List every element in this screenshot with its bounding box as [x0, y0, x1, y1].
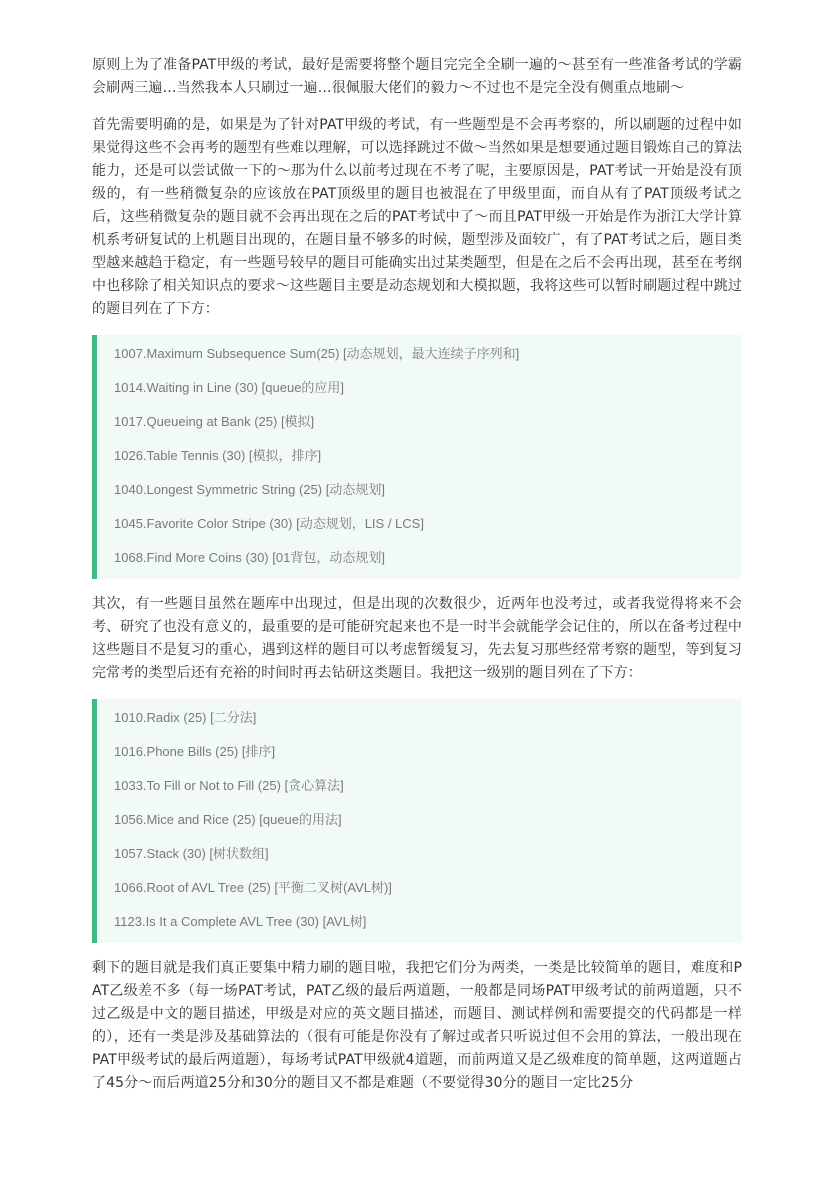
list-item: 1057.Stack (30) [树状数组]	[114, 846, 269, 861]
list-item: 1033.To Fill or Not to Fill (25) [贪心算法]	[114, 778, 344, 793]
list-item: 1017.Queueing at Bank (25) [模拟]	[114, 414, 315, 429]
list-item: 1068.Find More Coins (30) [01背包，动态规划]	[114, 550, 385, 565]
intro-paragraph: 原则上为了准备PAT甲级的考试，最好是需要将整个题目完完全全刷一遍的～甚至有一些准备考试的学霸会刷两三遍…当然我本人只刷过一遍…很佩服大佬们的毅力～不过也不是完全没有侧重点地刷～	[92, 57, 742, 96]
list-item: 1045.Favorite Color Stripe (30) [动态规划，LIS / LCS]	[114, 516, 424, 531]
focus-paragraph: 剩下的题目就是我们真正要集中精力刷的题目啦，我把它们分为两类，一类是比较简单的题目，难度和PAT乙级差不多（每一场PAT考试，PAT乙级的最后两道题，一般都是同场PAT甲级考试的前两道题，只不过乙级是中文的题目描述，甲级是对应的英文题目描述，而题目、测试样例和需要提交的代码都是一样的），还有一类是涉及基础算法的（很有可能是你没有了解过或者只听说过但不会用的算法，一般出现在PAT甲级考试的最后两道题），每场考试PAT甲级就4道题，而前两道又是乙级难度的简单题，这两道题占了45分～而后两道25分和30分的题目又不都是难题（不要觉得30分的题目一定比25分	[92, 960, 742, 1091]
list-item: 1014.Waiting in Line (30) [queue的应用]	[114, 380, 345, 395]
list-item: 1123.Is It a Complete AVL Tree (30) [AVL树]	[114, 914, 367, 929]
skip-explanation-paragraph: 首先需要明确的是，如果是为了针对PAT甲级的考试，有一些题型是不会再考察的，所以刷题的过程中如果觉得这些不会再考的题型有些难以理解，可以选择跳过不做～当然如果是想要通过题目锻炼自己的算法能力，还是可以尝试做一下的～那为什么以前考过现在不考了呢，主要原因是，PAT考试一开始是没有顶级的，有一些稍微复杂的应该放在PAT顶级里的题目也被混在了甲级里面，而自从有了PAT顶级考试之后，这些稍微复杂的题目就不会再出现在之后的PAT考试中了～而且PAT甲级一开始是作为浙江大学计算机系考研复试的上机题目出现的，在题目量不够多的时候，题型涉及面较广，有了PAT考试之后，题目类型越来越趋于稳定，有一些题号较早的题目可能确实出过某类题型，但是在之后不会再出现，甚至在考纲中也移除了相关知识点的要求～这些题目主要是动态规划和大模拟题，我将这些可以暂时刷题过程中跳过的题目列在了下方：	[92, 117, 742, 317]
defer-problem-list	[92, 699, 742, 943]
list-item: 1010.Radix (25) [二分法]	[114, 710, 257, 725]
defer-explanation-paragraph: 其次，有一些题目虽然在题库中出现过，但是出现的次数很少，近两年也没考过，或者我觉得将来不会考、研究了也没有意义的，最重要的是可能研究起来也不是一时半会就能学会记住的，所以在备考过程中这些题目不是复习的重心，遇到这样的题目可以考虑暂缓复习，先去复习那些经常考察的题型，等到复习完常考的类型后还有充裕的时间时再去钻研这类题目。我把这一级别的题目列在了下方：	[92, 596, 742, 681]
list-item: 1040.Longest Symmetric String (25) [动态规划]	[114, 482, 385, 497]
list-item: 1007.Maximum Subsequence Sum(25) [动态规划，最大连续子序列和]	[114, 346, 520, 361]
list-item: 1016.Phone Bills (25) [排序]	[114, 744, 276, 759]
skip-problem-list	[92, 335, 742, 579]
list-item: 1026.Table Tennis (30) [模拟，排序]	[114, 448, 322, 463]
list-item: 1056.Mice and Rice (25) [queue的用法]	[114, 812, 342, 827]
list-item: 1066.Root of AVL Tree (25) [平衡二叉树(AVL树)]	[114, 880, 392, 895]
